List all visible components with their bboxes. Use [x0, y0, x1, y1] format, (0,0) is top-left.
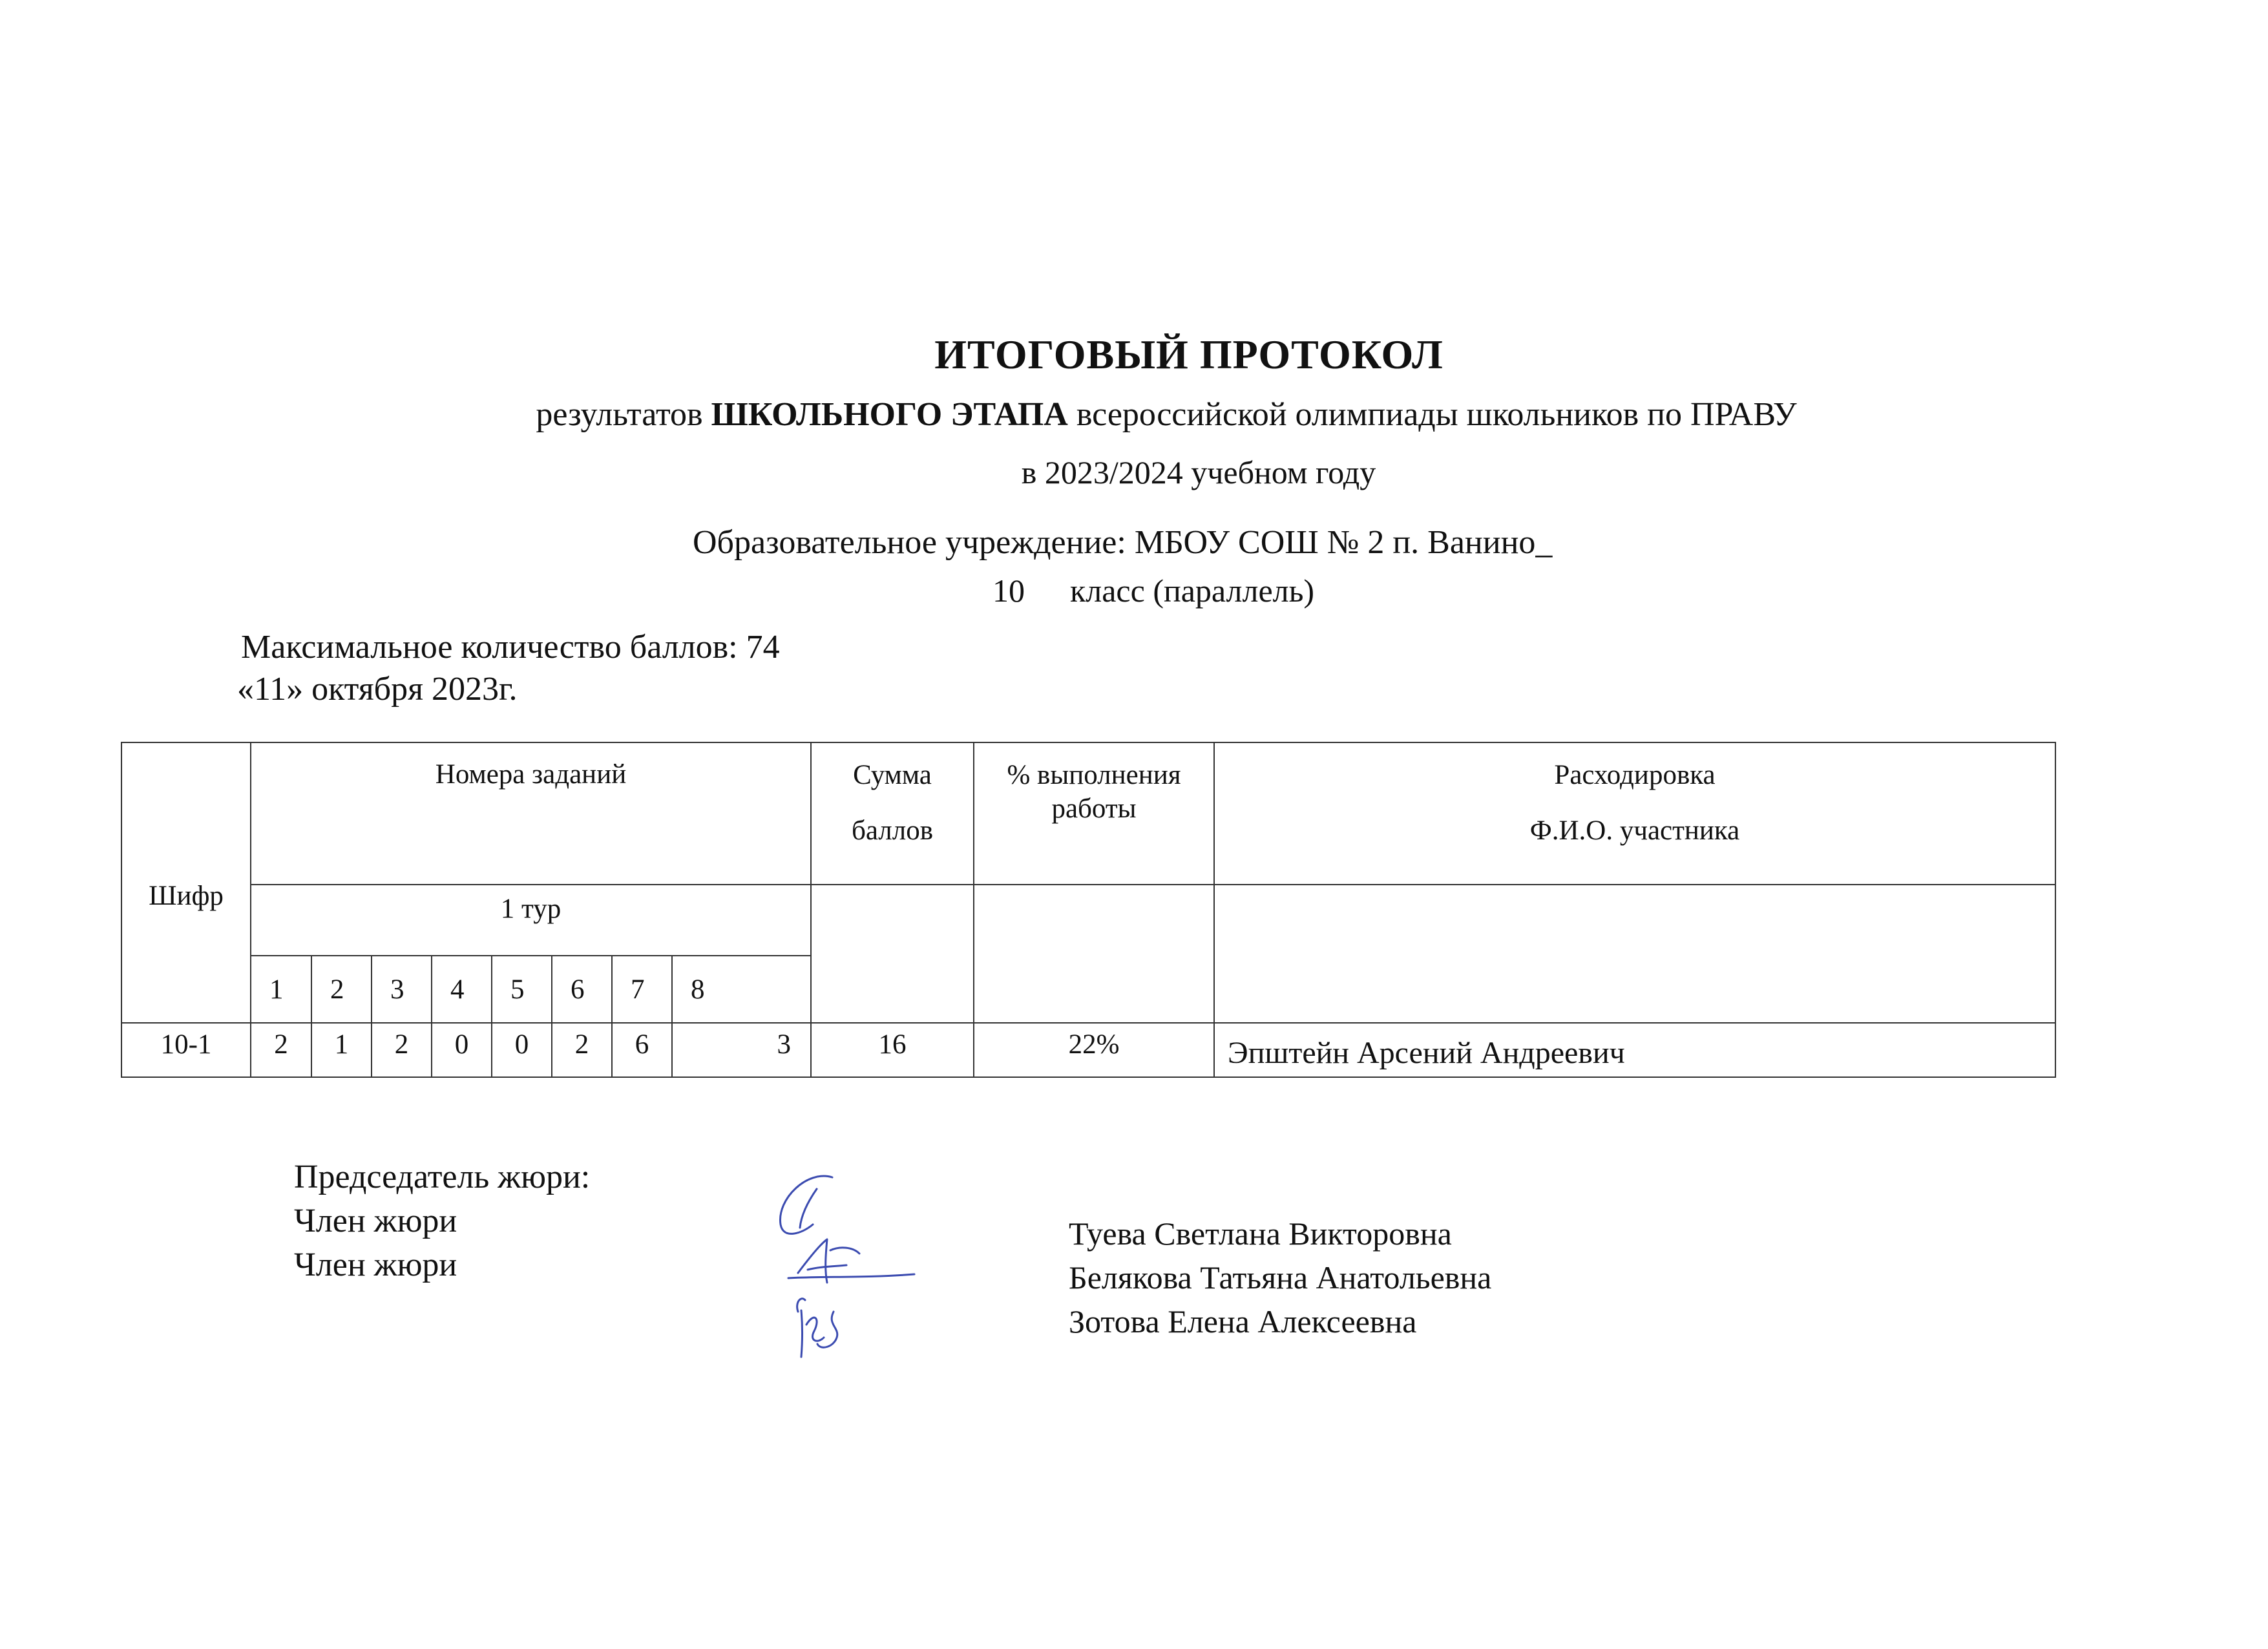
task-score: 1 [311, 1023, 372, 1077]
header-percent-line2: работы [1051, 793, 1137, 824]
task-number: 5 [492, 956, 552, 1023]
signature-icon [762, 1163, 956, 1376]
school-name: Образовательное учреждение: МБОУ СОШ № 2 п. Ванино_ [693, 524, 1553, 561]
row-code: 10-1 [121, 1023, 251, 1077]
row-sum: 16 [811, 1023, 974, 1077]
row-participant-name: Эпштейн Арсений Андреевич [1214, 1023, 2055, 1077]
header-task-numbers: Номера заданий [251, 742, 811, 885]
max-score: Максимальное количество баллов: 74 [241, 629, 780, 666]
subtitle-post: всероссийской олимпиады школьников по ПРАВУ [1067, 396, 1797, 433]
header-decode-empty [1214, 885, 2055, 1023]
header-percent-empty [974, 885, 1214, 1023]
protocol-date: «11» октября 2023г. [237, 671, 518, 708]
chair-name: Туева Светлана Викторовна [1069, 1215, 1452, 1252]
task-score: 2 [251, 1023, 311, 1077]
results-table [121, 742, 2056, 1078]
academic-year: в 2023/2024 учебном году [1021, 454, 1376, 490]
class-number: 10 [992, 572, 1025, 609]
page-title: ИТОГОВЫЙ ПРОТОКОЛ [934, 331, 1444, 377]
header-decode [1214, 742, 2055, 885]
subtitle-bold: ШКОЛЬНОГО ЭТАПА [711, 396, 1068, 433]
task-number: 6 [552, 956, 612, 1023]
task-score: 2 [552, 1023, 612, 1077]
table-row [121, 1023, 2055, 1077]
member-name-1: Белякова Татьяна Анатольевна [1069, 1259, 1492, 1296]
task-number: 8 [672, 956, 811, 1023]
task-score: 6 [612, 1023, 672, 1077]
header-sum-line2: баллов [851, 815, 934, 846]
jury-labels [294, 1155, 590, 1287]
task-score: 3 [672, 1023, 811, 1077]
task-score: 2 [372, 1023, 432, 1077]
header-percent [974, 742, 1214, 885]
task-number: 2 [311, 956, 372, 1023]
task-score: 0 [492, 1023, 552, 1077]
task-number: 7 [612, 956, 672, 1023]
class-line [992, 572, 1314, 609]
header-round: 1 тур [251, 885, 811, 956]
jury-names [1069, 1212, 1491, 1343]
task-number: 4 [432, 956, 492, 1023]
header-decode-line2: Ф.И.О. участника [1529, 815, 1740, 846]
subtitle-pre: результатов [536, 396, 711, 433]
class-label: класс (параллель) [1070, 572, 1315, 609]
row-percent: 22% [974, 1023, 1214, 1077]
header-sum-line1: Сумма [853, 760, 932, 790]
header-sum [811, 742, 974, 885]
header-decode-line1: Расходировка [1554, 760, 1716, 790]
header-percent-line1: % выполнения [1007, 760, 1181, 790]
header-code: Шифр [121, 742, 251, 1023]
task-score: 0 [432, 1023, 492, 1077]
member-label-1: Член жюри [294, 1203, 457, 1239]
task-number: 1 [251, 956, 311, 1023]
member-label-2: Член жюри [294, 1246, 457, 1283]
member-name-2: Зотова Елена Алексеевна [1069, 1303, 1417, 1339]
task-number: 3 [372, 956, 432, 1023]
header-sum-empty [811, 885, 974, 1023]
chair-label: Председатель жюри: [294, 1159, 591, 1195]
page-subtitle [0, 395, 2268, 434]
